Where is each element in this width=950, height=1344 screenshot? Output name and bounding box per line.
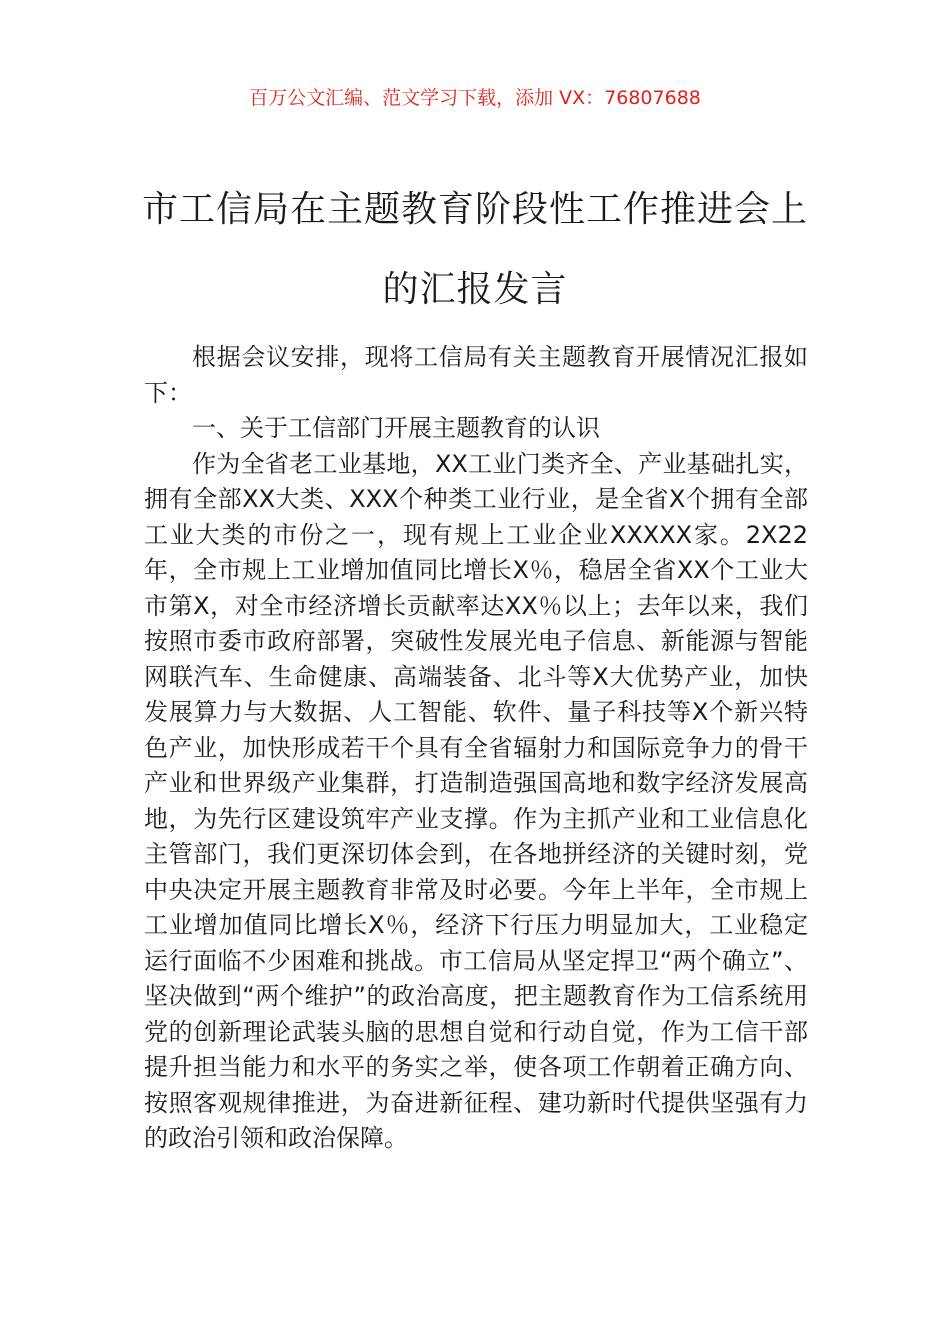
intro-paragraph: 根据会议安排，现将工信局有关主题教育开展情况汇报如下： [144,343,808,407]
title-line-1: 市工信局在主题教育阶段性工作推进会上 [141,189,808,230]
body-paragraph: 作为全省老工业基地，XX工业门类齐全、产业基础扎实，拥有全部XX大类、XXX个种类工业行业，是全省X个拥有全部工业大类的市份之一，现有规上工业企业XXXXX家。2X22年，全市规上工业增加值同比增长X％，稳居全省XX个工业大市第X，对全市经济增长贡献率达XX％以上；去年以来，我们按照市委市政府部署，突破性发展光电子信息、新能源与智能网联汽车、生命健康、高端装备、北斗等X大优势产业，加快发展算力与大数据、人工智能、软件、量子科技等X个新兴特色产业，加快形成若干个具有全省辐射力和国际竞争力的骨干产业和世界级产业集群，打造制造强国高地和数字经济发展高地，为先行区建设筑牢产业支撑。作为主抓产业和工业信息化主管部门，我们更深切体会到，在各地拼经济的关键时刻，党中央决定开展主题教育非常及时必要。今年上半年，全市规上工业增加值同比增长X％，经济下行压力明显加大，工业稳定运行面临不少困难和挑战。市工信局从坚定捍卫“两个确立”、坚决做到“两个维护”的政治高度，把主题教育作为工信系统用党的创新理论武装头脑的思想自觉和行动自觉，作为工信干部提升担当能力和水平的务实之举，使各项工作朝着正确方向、按照客观规律推进，为奋进新征程、建功新时代提供坚强有力的政治引领和政治保障。 [144,449,808,1152]
section-heading: 一、关于工信部门开展主题教育的认识 [192,414,600,442]
title-line-2: 的汇报发言 [382,269,568,310]
document-title [120,170,830,330]
document-body [144,340,808,1157]
header-note: 百万公文汇编、范文学习下载，添加 VX：76807688 [249,87,701,109]
